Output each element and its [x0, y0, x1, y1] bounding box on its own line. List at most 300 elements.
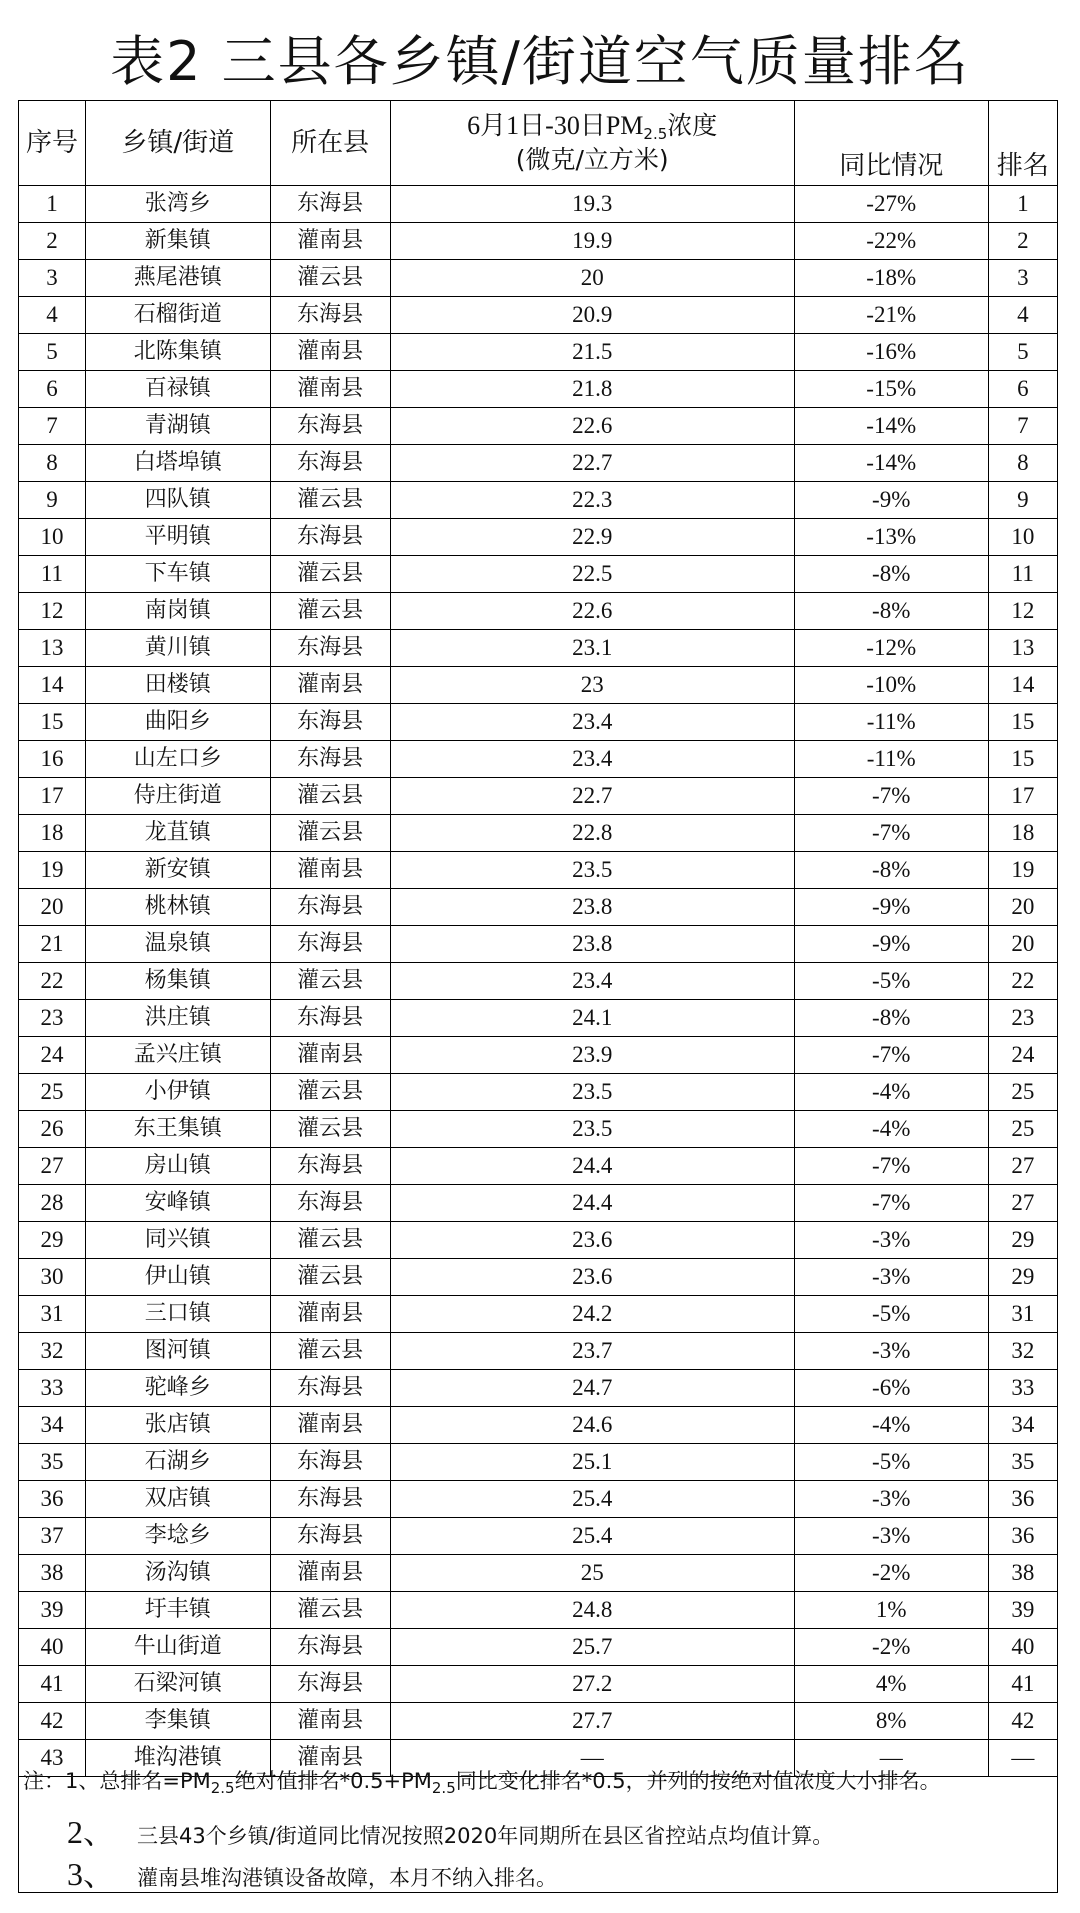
table-row	[19, 1259, 1058, 1296]
note-1-sub-1: 2.5	[210, 1779, 235, 1797]
cell-index: 25	[19, 1074, 86, 1111]
cell-county: 东海县	[270, 519, 390, 556]
table-row	[19, 1074, 1058, 1111]
cell-yoy: -8%	[794, 593, 988, 630]
cell-pm25: 23.8	[390, 926, 794, 963]
cell-town: 孟兴庄镇	[85, 1037, 270, 1074]
cell-pm25: 22.6	[390, 593, 794, 630]
table-row	[19, 1222, 1058, 1259]
table-row	[19, 1481, 1058, 1518]
table-row	[19, 1148, 1058, 1185]
cell-yoy: -7%	[794, 778, 988, 815]
cell-rank: 5	[988, 334, 1057, 371]
cell-county: 东海县	[270, 445, 390, 482]
cell-town: 温泉镇	[85, 926, 270, 963]
table-row	[19, 1518, 1058, 1555]
cell-pm25: 25.4	[390, 1481, 794, 1518]
cell-rank: 24	[988, 1037, 1057, 1074]
note-1-part-a: 注：1、总排名=PM	[23, 1769, 211, 1793]
cell-index: 13	[19, 630, 86, 667]
table-row	[19, 1444, 1058, 1481]
cell-yoy: -2%	[794, 1555, 988, 1592]
cell-yoy: -9%	[794, 482, 988, 519]
table-row	[19, 1185, 1058, 1222]
header-town: 乡镇/街道	[85, 101, 270, 186]
cell-index: 42	[19, 1703, 86, 1740]
cell-pm25: 25.7	[390, 1629, 794, 1666]
cell-index: 38	[19, 1555, 86, 1592]
cell-rank: 36	[988, 1518, 1057, 1555]
cell-pm25: 23.4	[390, 704, 794, 741]
cell-yoy: -3%	[794, 1333, 988, 1370]
cell-yoy: -3%	[794, 1259, 988, 1296]
cell-town: 洪庄镇	[85, 1000, 270, 1037]
cell-town: 石梁河镇	[85, 1666, 270, 1703]
cell-pm25: 23	[390, 667, 794, 704]
cell-town: 南岗镇	[85, 593, 270, 630]
cell-county: 灌南县	[270, 371, 390, 408]
note-1-part-b: 绝对值排名*0.5+PM	[234, 1769, 432, 1793]
cell-pm25: 24.2	[390, 1296, 794, 1333]
cell-pm25: 24.7	[390, 1370, 794, 1407]
cell-county: 灌云县	[270, 963, 390, 1000]
note-2	[67, 1807, 833, 1853]
cell-rank: 25	[988, 1074, 1057, 1111]
note-1-part-c: 同比变化排名*0.5，并列的按绝对值浓度大小排名。	[455, 1769, 941, 1793]
table-row	[19, 630, 1058, 667]
cell-yoy: -9%	[794, 889, 988, 926]
cell-town: 燕尾港镇	[85, 260, 270, 297]
table-row	[19, 1296, 1058, 1333]
table-row	[19, 482, 1058, 519]
cell-index: 6	[19, 371, 86, 408]
cell-rank: 40	[988, 1629, 1057, 1666]
cell-pm25: 20	[390, 260, 794, 297]
table-row	[19, 556, 1058, 593]
cell-town: 黄川镇	[85, 630, 270, 667]
cell-county: 东海县	[270, 1629, 390, 1666]
table-row	[19, 1666, 1058, 1703]
cell-county: 灌南县	[270, 1037, 390, 1074]
table-row	[19, 1629, 1058, 1666]
cell-pm25: 22.5	[390, 556, 794, 593]
cell-yoy: -27%	[794, 186, 988, 223]
header-pm25	[390, 101, 794, 186]
cell-pm25: 24.4	[390, 1148, 794, 1185]
cell-pm25: 22.7	[390, 778, 794, 815]
cell-town: 安峰镇	[85, 1185, 270, 1222]
cell-index: 20	[19, 889, 86, 926]
cell-index: 5	[19, 334, 86, 371]
cell-rank: 4	[988, 297, 1057, 334]
cell-yoy: -11%	[794, 704, 988, 741]
cell-rank: 15	[988, 741, 1057, 778]
cell-index: 2	[19, 223, 86, 260]
notes-box	[18, 1757, 1058, 1893]
cell-county: 灌南县	[270, 1407, 390, 1444]
cell-yoy: -6%	[794, 1370, 988, 1407]
cell-yoy: -7%	[794, 815, 988, 852]
cell-rank: 35	[988, 1444, 1057, 1481]
cell-town: 龙苴镇	[85, 815, 270, 852]
cell-index: 31	[19, 1296, 86, 1333]
cell-index: 17	[19, 778, 86, 815]
cell-index: 23	[19, 1000, 86, 1037]
cell-town: 堆沟港镇	[85, 1740, 270, 1777]
cell-town: 汤沟镇	[85, 1555, 270, 1592]
note-2-number: 2、	[67, 1814, 116, 1850]
cell-town: 田楼镇	[85, 667, 270, 704]
cell-pm25: 27.2	[390, 1666, 794, 1703]
cell-town: 房山镇	[85, 1148, 270, 1185]
cell-yoy: -14%	[794, 445, 988, 482]
cell-index: 16	[19, 741, 86, 778]
cell-county: 灌云县	[270, 556, 390, 593]
cell-pm25: 23.5	[390, 1111, 794, 1148]
cell-county: 灌云县	[270, 593, 390, 630]
cell-town: 山左口乡	[85, 741, 270, 778]
table-row	[19, 704, 1058, 741]
cell-pm25: 22.7	[390, 445, 794, 482]
cell-index: 29	[19, 1222, 86, 1259]
cell-town: 石湖乡	[85, 1444, 270, 1481]
cell-rank: 15	[988, 704, 1057, 741]
header-pm25-suffix: 浓度	[667, 111, 718, 140]
cell-pm25: 24.8	[390, 1592, 794, 1629]
cell-yoy: -3%	[794, 1518, 988, 1555]
cell-county: 灌云县	[270, 1592, 390, 1629]
cell-town: 张店镇	[85, 1407, 270, 1444]
cell-yoy: 4%	[794, 1666, 988, 1703]
cell-county: 灌云县	[270, 1222, 390, 1259]
cell-rank: 25	[988, 1111, 1057, 1148]
cell-county: 东海县	[270, 1444, 390, 1481]
cell-county: 灌云县	[270, 260, 390, 297]
cell-pm25: 23.1	[390, 630, 794, 667]
header-rank: 排名	[988, 101, 1057, 186]
cell-town: 新安镇	[85, 852, 270, 889]
cell-town: 三口镇	[85, 1296, 270, 1333]
cell-rank: 38	[988, 1555, 1057, 1592]
cell-rank: 11	[988, 556, 1057, 593]
cell-yoy: -4%	[794, 1111, 988, 1148]
header-index: 序号	[19, 101, 86, 186]
cell-index: 9	[19, 482, 86, 519]
cell-rank: 13	[988, 630, 1057, 667]
cell-index: 21	[19, 926, 86, 963]
cell-pm25: 23.9	[390, 1037, 794, 1074]
cell-county: 东海县	[270, 889, 390, 926]
cell-rank: 18	[988, 815, 1057, 852]
cell-town: 杨集镇	[85, 963, 270, 1000]
table-row	[19, 815, 1058, 852]
cell-rank: 3	[988, 260, 1057, 297]
cell-yoy: -22%	[794, 223, 988, 260]
cell-pm25: 25.1	[390, 1444, 794, 1481]
cell-rank: 8	[988, 445, 1057, 482]
cell-county: 灌南县	[270, 1296, 390, 1333]
cell-town: 曲阳乡	[85, 704, 270, 741]
cell-index: 41	[19, 1666, 86, 1703]
header-pm25-prefix: 6月1日-30日PM	[467, 111, 644, 140]
cell-index: 27	[19, 1148, 86, 1185]
cell-pm25: 22.6	[390, 408, 794, 445]
cell-rank: 14	[988, 667, 1057, 704]
cell-pm25: 19.9	[390, 223, 794, 260]
cell-pm25: 21.8	[390, 371, 794, 408]
cell-rank: 10	[988, 519, 1057, 556]
cell-town: 百禄镇	[85, 371, 270, 408]
cell-rank: 27	[988, 1148, 1057, 1185]
cell-yoy: -7%	[794, 1037, 988, 1074]
cell-town: 侍庄街道	[85, 778, 270, 815]
table-row	[19, 852, 1058, 889]
cell-index: 43	[19, 1740, 86, 1777]
cell-rank: 27	[988, 1185, 1057, 1222]
cell-yoy: 1%	[794, 1592, 988, 1629]
cell-rank: 34	[988, 1407, 1057, 1444]
cell-town: 青湖镇	[85, 408, 270, 445]
cell-index: 3	[19, 260, 86, 297]
table-row	[19, 1000, 1058, 1037]
page-title: 表2 三县各乡镇/街道空气质量排名	[110, 30, 970, 93]
cell-rank: 23	[988, 1000, 1057, 1037]
cell-yoy: —	[794, 1740, 988, 1777]
cell-county: 东海县	[270, 1481, 390, 1518]
table-row	[19, 260, 1058, 297]
cell-county: 东海县	[270, 926, 390, 963]
table-row	[19, 1333, 1058, 1370]
cell-county: 东海县	[270, 1666, 390, 1703]
header-yoy: 同比情况	[794, 101, 988, 186]
table-row	[19, 297, 1058, 334]
cell-pm25: 24.4	[390, 1185, 794, 1222]
cell-rank: 1	[988, 186, 1057, 223]
cell-yoy: -13%	[794, 519, 988, 556]
cell-county: 东海县	[270, 186, 390, 223]
cell-index: 10	[19, 519, 86, 556]
cell-county: 灌云县	[270, 1259, 390, 1296]
cell-county: 东海县	[270, 1185, 390, 1222]
cell-rank: 7	[988, 408, 1057, 445]
cell-index: 36	[19, 1481, 86, 1518]
cell-town: 北陈集镇	[85, 334, 270, 371]
cell-yoy: -7%	[794, 1148, 988, 1185]
cell-index: 26	[19, 1111, 86, 1148]
cell-town: 小伊镇	[85, 1074, 270, 1111]
cell-yoy: -9%	[794, 926, 988, 963]
table-row	[19, 371, 1058, 408]
cell-pm25: 23.4	[390, 741, 794, 778]
table-row	[19, 1111, 1058, 1148]
air-quality-ranking-table	[18, 100, 1058, 1777]
cell-yoy: -18%	[794, 260, 988, 297]
cell-index: 24	[19, 1037, 86, 1074]
cell-town: 伊山镇	[85, 1259, 270, 1296]
table-row	[19, 889, 1058, 926]
header-pm25-sub: 2.5	[643, 125, 668, 143]
cell-index: 7	[19, 408, 86, 445]
cell-rank: 17	[988, 778, 1057, 815]
cell-county: 灌南县	[270, 334, 390, 371]
cell-index: 40	[19, 1629, 86, 1666]
cell-index: 35	[19, 1444, 86, 1481]
cell-rank: 36	[988, 1481, 1057, 1518]
cell-yoy: -3%	[794, 1222, 988, 1259]
cell-index: 19	[19, 852, 86, 889]
cell-index: 34	[19, 1407, 86, 1444]
cell-index: 4	[19, 297, 86, 334]
cell-rank: 31	[988, 1296, 1057, 1333]
cell-county: 灌云县	[270, 1333, 390, 1370]
table-row	[19, 408, 1058, 445]
cell-pm25: 25.4	[390, 1518, 794, 1555]
cell-rank: 22	[988, 963, 1057, 1000]
header-pm25-unit: (微克/立方米)	[515, 145, 669, 174]
cell-rank: 29	[988, 1222, 1057, 1259]
cell-county: 灌南县	[270, 667, 390, 704]
table-row	[19, 1370, 1058, 1407]
cell-town: 东王集镇	[85, 1111, 270, 1148]
table-row	[19, 1703, 1058, 1740]
cell-yoy: -5%	[794, 963, 988, 1000]
cell-yoy: -15%	[794, 371, 988, 408]
cell-pm25: 22.9	[390, 519, 794, 556]
note-3-text: 灌南县堆沟港镇设备故障，本月不纳入排名。	[137, 1866, 558, 1890]
cell-town: 平明镇	[85, 519, 270, 556]
cell-county: 东海县	[270, 1000, 390, 1037]
cell-pm25: 23.8	[390, 889, 794, 926]
cell-town: 双店镇	[85, 1481, 270, 1518]
cell-county: 灌南县	[270, 1555, 390, 1592]
cell-county: 东海县	[270, 408, 390, 445]
cell-county: 东海县	[270, 297, 390, 334]
table-row	[19, 593, 1058, 630]
table-header-row	[19, 101, 1058, 186]
cell-pm25: 23.6	[390, 1259, 794, 1296]
cell-county: 东海县	[270, 704, 390, 741]
cell-town: 下车镇	[85, 556, 270, 593]
table-row	[19, 1407, 1058, 1444]
cell-county: 灌云县	[270, 1111, 390, 1148]
cell-index: 15	[19, 704, 86, 741]
cell-town: 桃林镇	[85, 889, 270, 926]
cell-county: 灌南县	[270, 223, 390, 260]
table-row	[19, 926, 1058, 963]
cell-index: 12	[19, 593, 86, 630]
cell-rank: 42	[988, 1703, 1057, 1740]
cell-pm25: 23.4	[390, 963, 794, 1000]
cell-yoy: -11%	[794, 741, 988, 778]
cell-rank: 39	[988, 1592, 1057, 1629]
cell-yoy: 8%	[794, 1703, 988, 1740]
cell-rank: 20	[988, 889, 1057, 926]
cell-county: 灌南县	[270, 852, 390, 889]
cell-rank: —	[988, 1740, 1057, 1777]
cell-town: 石榴街道	[85, 297, 270, 334]
cell-town: 新集镇	[85, 223, 270, 260]
cell-county: 灌南县	[270, 1703, 390, 1740]
cell-pm25: —	[390, 1740, 794, 1777]
cell-town: 圩丰镇	[85, 1592, 270, 1629]
cell-pm25: 20.9	[390, 297, 794, 334]
cell-rank: 32	[988, 1333, 1057, 1370]
cell-county: 东海县	[270, 1370, 390, 1407]
cell-rank: 2	[988, 223, 1057, 260]
cell-county: 东海县	[270, 1148, 390, 1185]
cell-rank: 6	[988, 371, 1057, 408]
cell-index: 37	[19, 1518, 86, 1555]
note-2-text: 三县43个乡镇/街道同比情况按照2020年同期所在县区省控站点均值计算。	[137, 1824, 834, 1848]
cell-yoy: -5%	[794, 1296, 988, 1333]
cell-county: 灌云县	[270, 815, 390, 852]
cell-index: 14	[19, 667, 86, 704]
cell-index: 18	[19, 815, 86, 852]
cell-town: 牛山街道	[85, 1629, 270, 1666]
table-row	[19, 1592, 1058, 1629]
note-1	[23, 1765, 941, 1795]
table-row	[19, 778, 1058, 815]
cell-town: 驼峰乡	[85, 1370, 270, 1407]
table-row	[19, 519, 1058, 556]
cell-pm25: 27.7	[390, 1703, 794, 1740]
cell-yoy: -14%	[794, 408, 988, 445]
note-3	[67, 1849, 557, 1895]
header-county: 所在县	[270, 101, 390, 186]
cell-rank: 41	[988, 1666, 1057, 1703]
cell-town: 李埝乡	[85, 1518, 270, 1555]
cell-index: 39	[19, 1592, 86, 1629]
table-row	[19, 223, 1058, 260]
table-row	[19, 667, 1058, 704]
cell-pm25: 19.3	[390, 186, 794, 223]
cell-rank: 29	[988, 1259, 1057, 1296]
cell-pm25: 24.1	[390, 1000, 794, 1037]
cell-index: 8	[19, 445, 86, 482]
table-body	[19, 186, 1058, 1777]
cell-index: 11	[19, 556, 86, 593]
table-row	[19, 334, 1058, 371]
table-row	[19, 445, 1058, 482]
cell-town: 白塔埠镇	[85, 445, 270, 482]
cell-yoy: -12%	[794, 630, 988, 667]
cell-county: 灌云县	[270, 1074, 390, 1111]
cell-county: 灌云县	[270, 482, 390, 519]
cell-pm25: 22.3	[390, 482, 794, 519]
cell-yoy: -10%	[794, 667, 988, 704]
cell-index: 30	[19, 1259, 86, 1296]
cell-yoy: -5%	[794, 1444, 988, 1481]
cell-yoy: -4%	[794, 1074, 988, 1111]
cell-rank: 20	[988, 926, 1057, 963]
cell-county: 灌南县	[270, 1740, 390, 1777]
cell-yoy: -4%	[794, 1407, 988, 1444]
table-row	[19, 963, 1058, 1000]
table-row	[19, 1037, 1058, 1074]
cell-county: 东海县	[270, 741, 390, 778]
cell-pm25: 23.5	[390, 852, 794, 889]
cell-yoy: -8%	[794, 556, 988, 593]
cell-town: 图河镇	[85, 1333, 270, 1370]
table-row	[19, 186, 1058, 223]
cell-yoy: -8%	[794, 852, 988, 889]
cell-pm25: 22.8	[390, 815, 794, 852]
cell-pm25: 21.5	[390, 334, 794, 371]
cell-town: 李集镇	[85, 1703, 270, 1740]
cell-county: 东海县	[270, 1518, 390, 1555]
cell-town: 张湾乡	[85, 186, 270, 223]
cell-yoy: -7%	[794, 1185, 988, 1222]
